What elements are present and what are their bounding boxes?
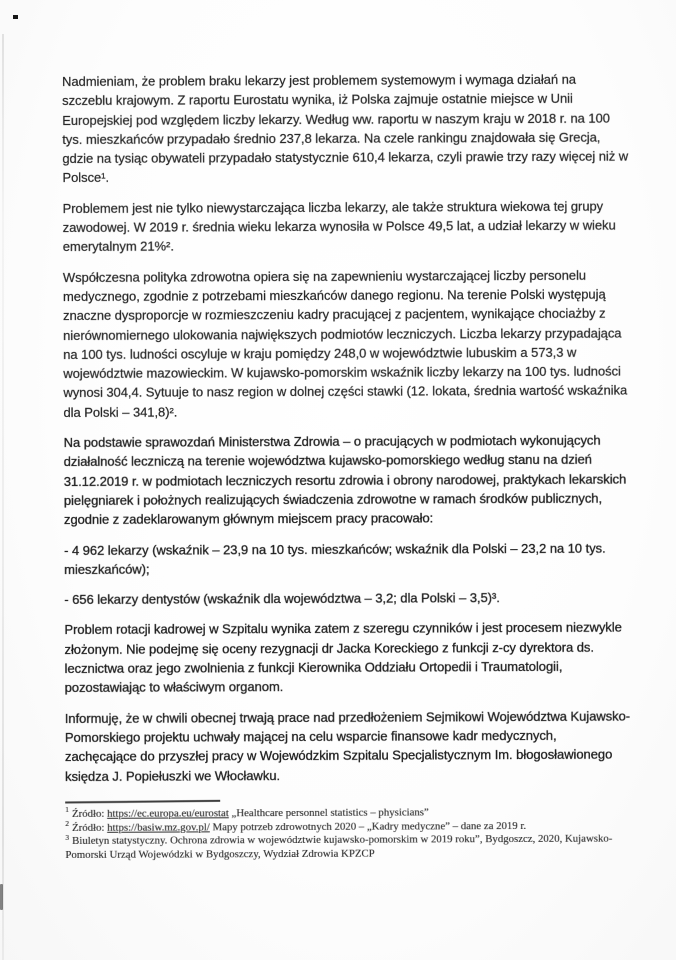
scan-dot-artifact [13, 15, 18, 19]
footnote-text: Biuletyn statystyczny. Ochrona zdrowia w województwie kujawsko-pomorskim w 2019 roku”, Bydgoszcz, 2020, Kujawsko-Pomorski Urząd Wojewódzki w Bydgoszczy, Wydział Zdrowia KPZCP [65, 832, 613, 861]
footnote-separator-rule [65, 800, 220, 804]
footnote-biuletyn [65, 833, 631, 863]
scan-smudge-artifact [0, 884, 3, 910]
paragraph-sejmik-resolution: Informuję, że w chwili obecnej trwają prace nad przedłożeniem Sejmikowi Województwa Kujawsko-Pomorskiego projektu uchwały mającej na celu wsparcie finansowe kadr medycznych, zachęcające do przyszłej pracy w Wojewódzkim Szpitalu Specjalistycznym Im. błogosławionego księdza J. Popiełuszki we Włocławku. [64, 708, 631, 784]
paragraph-doctor-shortage-eu: Nadmieniam, że problem braku lekarzy jest problemem systemowym i wymaga działań na szczeblu krajowym. Z raportu Eurostatu wynika, iż Polska zajmuje ostatnie miejsce w Unii Europejskiej pod względem liczby lekarzy. Według ww. raportu w naszym kraju w 2018 r. na 100 tys. mieszkańców przypadało średnio 237,8 lekarza. Na czele rankingu znajdowała się Grecja, gdzie na tysiąc obywateli przypadało statystycznie 610,4 lekarza, czyli prawie trzy razy więcej niż w Polsce¹. [62, 71, 629, 186]
paragraph-regional-disparities: Współczesna polityka zdrowotna opiera się na zapewnieniu wystarczającej liczby personelu medycznego, zgodnie z potrzebami mieszkańców danego regionu. Na terenie Polski występują znaczne dysproporcje w rozmieszczeniu kadry pracującej z pacjentem, wynikające chociażby z nierównomiernego ulokowania największych podmiotów leczniczych. Liczba lekarzy przypadająca na 100 tys. ludności oscyluje w kraju pomiędzy 248,0 w województwie lubuskim a 573,3 w województwie mazowieckim. W kujawsko-pomorskim wskaźnik liczby lekarzy na 100 tys. ludności wynosi 304,4. Sytuuje to nasz region w dolnej części stawki (12. lokata, średnia wartość wskaźnika dla Polski – 341,8)². [62, 267, 628, 420]
footnote-marker-2: 2 [65, 818, 70, 828]
footnote-link-basiw[interactable]: https://basiw.mz.gov.pl/ [107, 820, 210, 834]
footnote-text: Mapy potrzeb zdrowotnych 2020 – „Kadry medyczne” – dane za 2019 r. [209, 819, 527, 833]
scan-left-edge-artifact [2, 34, 4, 960]
paragraph-ministry-reports: Na podstawie sprawozdań Ministerstwa Zdrowia – o pracujących w podmiotach wykonujących działalność leczniczą na terenie województwa kujawsko-pomorskiego według stanu na dzień 31.12.2019 r. w podmiotach leczniczych resortu zdrowia i obrony narodowej, praktykach lekarskich pielęgniarek i położnych realizujących świadczenia zdrowotne w ramach środków publicznych, zgodnie z zadeklarowanym głównym miejscem pracy pracowało: [63, 432, 627, 528]
document-body [62, 70, 631, 863]
paragraph-staff-rotation: Problem rotacji kadrowej w Szpitalu wynika zatem z szeregu czynników i jest procesem niezwykle złożonym. Nie podejmę się oceny rezygnacji dr Jacka Koreckiego z funkcji z-cy dyrektora ds. lecznictwa oraz jego zwolnienia z funkcji Kierownika Oddziału Ortopedii i Traumatologii, pozostawiając to właściwym organom. [64, 619, 622, 696]
footnote-source-label: Źródło: [72, 821, 108, 834]
bullet-dentists-count: - 656 lekarzy dentystów (wskaźnik dla województwa – 3,2; dla Polski – 3,5)³. [64, 590, 500, 608]
footnote-marker-1: 1 [65, 805, 69, 815]
footnote-marker-3: 3 [65, 832, 70, 842]
footnote-text: „Healthcare personnel statistics – physicians” [228, 806, 429, 820]
footnote-link-eurostat[interactable]: https://ec.europa.eu/eurostat [107, 807, 229, 820]
paragraph-age-structure: Problemem jest nie tylko niewystarczająca liczba lekarzy, ale także struktura wiekowa tej grupy zawodowej. W 2019 r. średnia wieku lekarza wynosiła w Polsce 49,5 lat, a udział lekarzy w wieku emerytalnym 21%². [62, 198, 616, 255]
footnotes-section [65, 798, 631, 862]
bullet-doctors-count: - 4 962 lekarzy (wskaźnik – 23,9 na 10 tys. mieszkańców; wskaźnik dla Polski – 23,2 na 10 tys. mieszkańców); [64, 540, 606, 577]
footnote-source-label: Źródło: [71, 807, 108, 820]
